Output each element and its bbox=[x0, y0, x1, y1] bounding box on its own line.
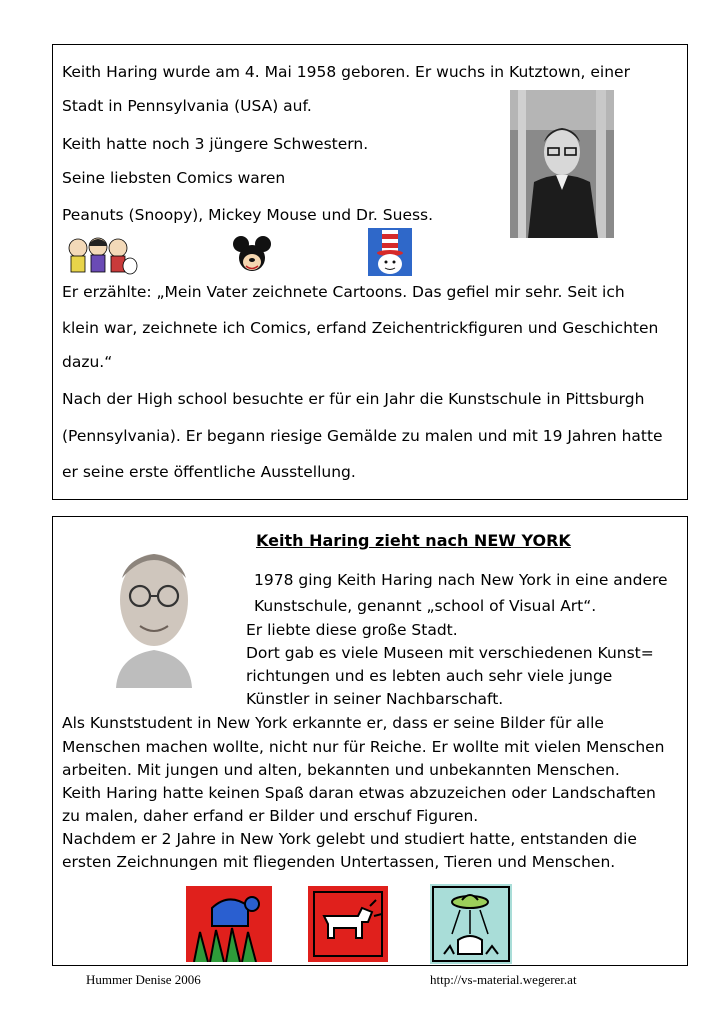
text-line: Keith Haring hatte keinen Spaß daran etwas abzuzeichen oder Landschaften bbox=[62, 784, 656, 802]
text-line: dazu.“ bbox=[62, 353, 113, 371]
text-line: ersten Zeichnungen mit fliegenden Untertassen, Tieren und Menschen. bbox=[62, 853, 616, 871]
haring-ufo-artwork bbox=[430, 884, 512, 964]
keith-haring-portrait bbox=[96, 528, 212, 688]
haring-people-artwork bbox=[186, 886, 272, 962]
text-line: er seine erste öffentliche Ausstellung. bbox=[62, 463, 356, 481]
text-line: Er liebte diese große Stadt. bbox=[246, 621, 458, 639]
dr-suess-picture bbox=[368, 228, 412, 276]
text-line: Künstler in seiner Nachbarschaft. bbox=[246, 690, 504, 708]
text-line: Seine liebsten Comics waren bbox=[62, 169, 286, 187]
text-line: Menschen machen wollte, nicht nur für Reiche. Er wollte mit vielen Menschen bbox=[62, 738, 665, 756]
text-line: Er erzählte: „Mein Vater zeichnete Cartoons. Das gefiel mir sehr. Seit ich bbox=[62, 283, 625, 301]
text-line: Nachdem er 2 Jahre in New York gelebt und studiert hatte, entstanden die bbox=[62, 830, 637, 848]
text-line: arbeiten. Mit jungen und alten, bekannten und unbekannten Menschen. bbox=[62, 761, 620, 779]
text-line: (Pennsylvania). Er begann riesige Gemälde zu malen und mit 19 Jahren hatte bbox=[62, 427, 663, 445]
text-line: Als Kunststudent in New York erkannte er, dass er seine Bilder für alle bbox=[62, 714, 604, 732]
text-line: Keith Haring wurde am 4. Mai 1958 geboren. Er wuchs in Kutztown, einer bbox=[62, 63, 630, 81]
text-line: klein war, zeichnete ich Comics, erfand Zeichentrickfiguren und Geschichten bbox=[62, 319, 659, 337]
text-line: Stadt in Pennsylvania (USA) auf. bbox=[62, 97, 312, 115]
peanuts-picture bbox=[62, 234, 138, 278]
text-line: 1978 ging Keith Haring nach New York in eine andere bbox=[254, 571, 668, 589]
text-line: zu malen, daher erfand er Bilder und erschuf Figuren. bbox=[62, 807, 479, 825]
text-line: Peanuts (Snoopy), Mickey Mouse und Dr. Suess. bbox=[62, 206, 434, 224]
mickey-mouse-picture bbox=[232, 234, 272, 278]
text-line: Keith hatte noch 3 jüngere Schwestern. bbox=[62, 135, 369, 153]
footer-author: Hummer Denise 2006 bbox=[86, 972, 201, 987]
haring-dog-artwork bbox=[308, 886, 388, 962]
text-line: Dort gab es viele Museen mit verschiedenen Kunst= bbox=[246, 644, 654, 662]
section-title: Keith Haring zieht nach NEW YORK bbox=[256, 531, 571, 550]
text-line: Nach der High school besuchte er für ein Jahr die Kunstschule in Pittsburgh bbox=[62, 390, 645, 408]
young-keith-photo bbox=[510, 90, 614, 238]
text-line: Kunstschule, genannt „school of Visual Art“. bbox=[254, 597, 597, 615]
footer-url: http://vs-material.wegerer.at bbox=[430, 972, 577, 987]
text-line: richtungen und es lebten auch sehr viele junge bbox=[246, 667, 613, 685]
